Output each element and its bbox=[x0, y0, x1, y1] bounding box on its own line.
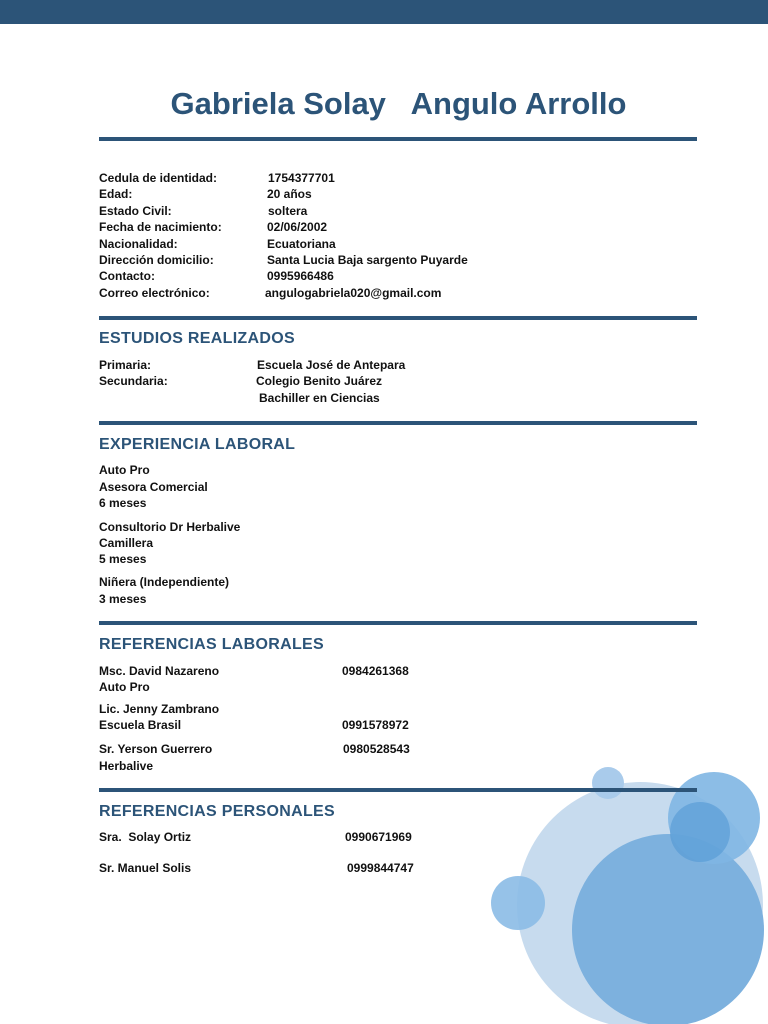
circle-small-left bbox=[491, 876, 545, 930]
job-company: Niñera (Independiente) bbox=[99, 575, 230, 589]
divider bbox=[99, 621, 697, 625]
section-heading-estudios: ESTUDIOS REALIZADOS bbox=[99, 330, 295, 347]
job-company: Consultorio Dr Herbalive bbox=[99, 520, 241, 534]
info-label: Cedula de identidad: bbox=[99, 171, 218, 185]
circle-large-back bbox=[517, 782, 763, 1024]
reference-name: Sr. Manuel Solis bbox=[99, 861, 192, 875]
info-label: Fecha de nacimiento: bbox=[99, 220, 222, 234]
reference-name: Msc. David Nazareno bbox=[99, 664, 220, 678]
reference-name: Sra. Solay Ortiz bbox=[99, 830, 192, 844]
reference-org: Herbalive bbox=[99, 759, 154, 773]
section-heading-ref-laborales: REFERENCIAS LABORALES bbox=[99, 636, 324, 653]
study-value: Colegio Benito Juárez bbox=[256, 374, 383, 388]
job-company: Auto Pro bbox=[99, 463, 150, 477]
reference-phone: 0984261368 bbox=[342, 664, 409, 678]
divider bbox=[99, 788, 697, 792]
section-heading-experiencia: EXPERIENCIA LABORAL bbox=[99, 436, 296, 453]
info-value: 02/06/2002 bbox=[267, 220, 328, 234]
circle-overlap bbox=[670, 802, 730, 862]
top-bar bbox=[0, 0, 768, 24]
info-label: Dirección domicilio: bbox=[99, 253, 214, 267]
divider bbox=[99, 316, 697, 320]
job-role: Camillera bbox=[99, 536, 154, 550]
info-value: 1754377701 bbox=[268, 171, 335, 185]
reference-phone: 0980528543 bbox=[343, 742, 410, 756]
info-value: angulogabriela020@gmail.com bbox=[265, 286, 442, 300]
study-label: Secundaria: bbox=[99, 374, 168, 388]
study-value: Bachiller en Ciencias bbox=[259, 391, 380, 405]
circle-tiny bbox=[592, 767, 624, 799]
reference-name: Lic. Jenny Zambrano bbox=[99, 702, 220, 716]
info-value: 0995966486 bbox=[267, 269, 334, 283]
job-duration: 3 meses bbox=[99, 592, 147, 606]
study-value: Escuela José de Antepara bbox=[257, 358, 406, 372]
job-duration: 5 meses bbox=[99, 552, 147, 566]
reference-org: Auto Pro bbox=[99, 680, 150, 694]
info-label: Contacto: bbox=[99, 269, 155, 283]
info-value: soltera bbox=[268, 204, 308, 218]
info-label: Estado Civil: bbox=[99, 204, 172, 218]
section-heading-ref-personales: REFERENCIAS PERSONALES bbox=[99, 803, 335, 820]
reference-phone: 0990671969 bbox=[345, 830, 412, 844]
info-label: Nacionalidad: bbox=[99, 237, 178, 251]
page-title: Gabriela Solay Angulo Arrollo bbox=[170, 86, 627, 121]
divider bbox=[99, 421, 697, 425]
info-label: Edad: bbox=[99, 187, 133, 201]
job-role: Asesora Comercial bbox=[99, 480, 208, 494]
info-value: Ecuatoriana bbox=[267, 237, 336, 251]
circle-top-right bbox=[668, 772, 760, 864]
reference-org: Escuela Brasil bbox=[99, 718, 182, 732]
info-value: Santa Lucia Baja sargento Puyarde bbox=[267, 253, 468, 267]
reference-name: Sr. Yerson Guerrero bbox=[99, 742, 213, 756]
divider bbox=[99, 137, 697, 141]
info-label: Correo electrónico: bbox=[99, 286, 210, 300]
circle-large-front bbox=[572, 834, 764, 1024]
study-label: Primaria: bbox=[99, 358, 152, 372]
info-value: 20 años bbox=[267, 187, 312, 201]
job-duration: 6 meses bbox=[99, 496, 147, 510]
reference-phone: 0999844747 bbox=[347, 861, 414, 875]
reference-phone: 0991578972 bbox=[342, 718, 409, 732]
